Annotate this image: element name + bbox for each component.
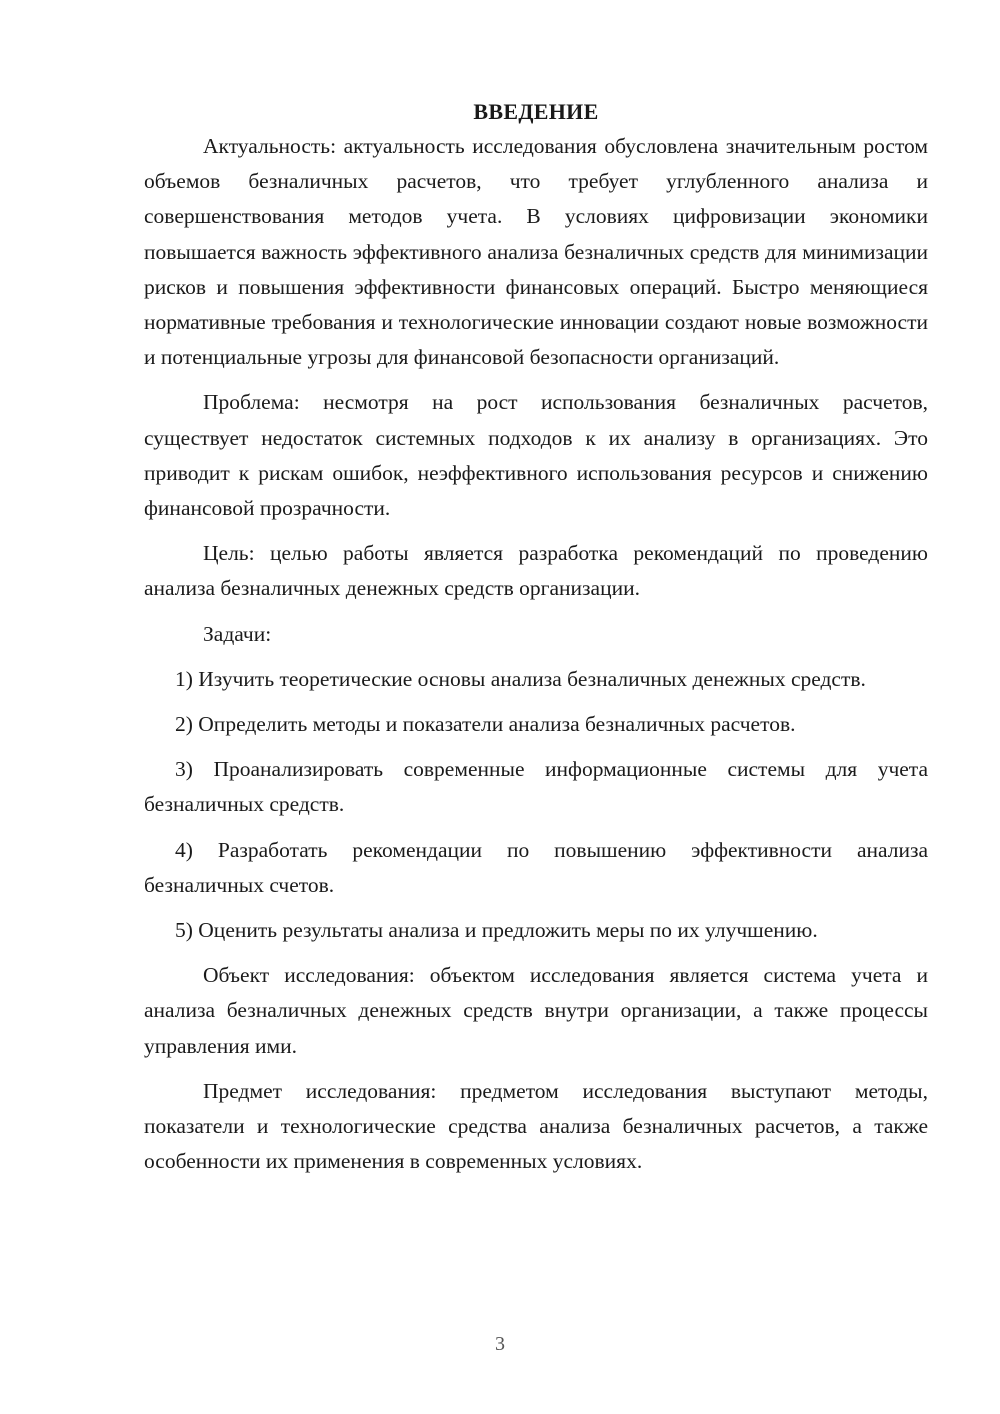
list-item: 5) Оценить результаты анализа и предложить меры по их улучшению. — [175, 918, 818, 943]
list-item: 1) Изучить теоретические основы анализа безналичных денежных средств. — [175, 666, 866, 691]
list-item: 4) Разработать рекомендации по повышению эффективности анализа безналичных счетов. — [144, 837, 928, 897]
paragraph-problem: Проблема: несмотря на рост использования безналичных расчетов, существует недостаток системных подходов к их анализу в организациях. Это приводит к рискам ошибок, неэффективного использования ресурсов и снижению финансовой прозрачности. — [144, 390, 928, 521]
paragraph-relevance: Актуальность: актуальность исследования обусловлена значительным ростом объемов безналичных расчетов, что требует углубленного анализа и совершенствования методов учета. В условиях цифровизации экономики повышается важность эффективного анализа безналичных средств для минимизации рисков и повышения эффективности финансовых операций. Быстро меняющиеся нормативные требования и технологические инновации создают новые возможности и потенциальные угрозы для финансовой безопасности организаций. — [144, 134, 928, 370]
list-item: 3) Проанализировать современные информационные системы для учета безналичных средств. — [144, 757, 928, 817]
paragraph-object: Объект исследования: объектом исследования является система учета и анализа безналичных денежных средств внутри организации, а также процессы управления ими. — [144, 963, 928, 1058]
paragraph-goal: Цель: целью работы является разработка рекомендаций по проведению анализа безналичных денежных средств организации. — [144, 541, 928, 601]
section-title: ВВЕДЕНИЕ — [473, 99, 599, 124]
paragraph-subject: Предмет исследования: предметом исследования выступают методы, показатели и технологические средства анализа безналичных расчетов, а также особенности их применения в современных условиях. — [144, 1078, 928, 1174]
list-item: 2) Определить методы и показатели анализа безналичных расчетов. — [175, 712, 796, 737]
tasks-heading: Задачи: — [203, 621, 272, 646]
document-page — [144, 94, 928, 1189]
tasks-list — [144, 662, 928, 948]
page-number: 3 — [495, 1333, 505, 1355]
